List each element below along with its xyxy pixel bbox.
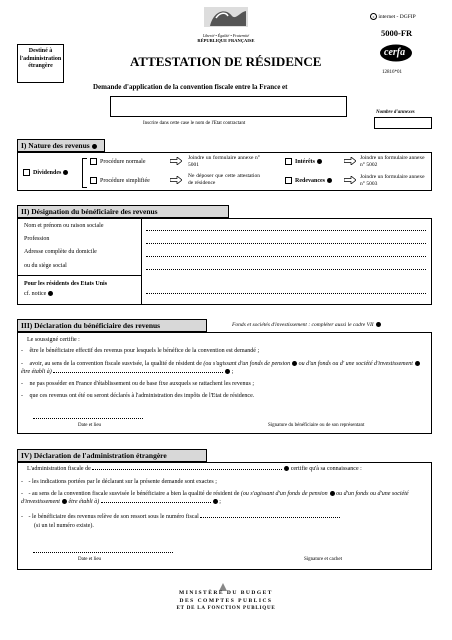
ministry-emblem-icon bbox=[218, 578, 228, 586]
bullet-icon bbox=[62, 499, 67, 504]
interets-option[interactable]: Intérêts bbox=[285, 158, 322, 166]
s4-date-lieu: Date et lieu bbox=[78, 557, 102, 562]
note-simplifiee: Ne déposer que cette attestation de résidence bbox=[188, 173, 260, 186]
destine-label: Destiné à l'administration étrangère bbox=[19, 48, 62, 69]
procedure-simplifiee-checkbox[interactable] bbox=[90, 177, 97, 184]
arrow-right-icon bbox=[344, 176, 356, 184]
interets-checkbox[interactable] bbox=[285, 158, 292, 165]
page-title: ATTESTATION DE RÉSIDENCE bbox=[130, 54, 322, 69]
s4-line1: - - les indications portées par le déclarant sur la présente demande sont exactes ; bbox=[21, 479, 217, 485]
arrow-right-icon bbox=[170, 176, 182, 184]
internet-tag: c internet - DGFIP bbox=[370, 13, 416, 21]
form-code: 5000-FR bbox=[381, 28, 413, 38]
ministry-line1: MINISTÈRE DU BUDGET bbox=[179, 590, 273, 596]
section2-divider bbox=[141, 218, 142, 305]
republic-motto: Liberté • Égalité • Fraternité bbox=[202, 33, 250, 38]
s3-line4: - que ces revenus ont été ou seront déclarés à l'administration des impôts de l'Etat de résidence. bbox=[21, 393, 255, 399]
administration-input[interactable] bbox=[92, 469, 282, 470]
dividendes-option[interactable]: Dividendes bbox=[23, 169, 68, 177]
arrow-right-icon bbox=[170, 157, 182, 165]
adresse-input[interactable] bbox=[146, 255, 426, 257]
s4-signature: Signature et cachet bbox=[304, 557, 343, 562]
bullet-icon bbox=[225, 369, 230, 374]
section3-note: Fonds et sociétés d'investissement : compléter aussi le cadre VII bbox=[232, 322, 381, 329]
state-input-field[interactable] bbox=[110, 96, 347, 117]
procedure-normale-option[interactable]: Procédure normale bbox=[90, 158, 145, 166]
cerfa-logo-text: cerfa bbox=[384, 47, 406, 58]
arrow-right-icon bbox=[344, 157, 356, 165]
bullet-icon bbox=[213, 499, 218, 504]
procedure-normale-checkbox[interactable] bbox=[90, 158, 97, 165]
label-profession: Profession bbox=[24, 236, 50, 242]
bullet-icon bbox=[376, 322, 381, 327]
bullet-icon bbox=[327, 178, 332, 183]
copyright-icon: c bbox=[370, 13, 377, 20]
annexes-input[interactable] bbox=[374, 117, 432, 129]
bullet-icon bbox=[292, 361, 297, 366]
marianne-icon bbox=[196, 6, 256, 28]
s3-line1: - être le bénéficiaire effectif des revenus pour lesquels le bénéfice de la convention est demandé ; bbox=[21, 348, 260, 354]
us-resident-input[interactable] bbox=[146, 292, 426, 294]
subtitle: Demande d'application de la convention fiscale entre la France et bbox=[93, 83, 288, 91]
residence-state-input[interactable] bbox=[53, 372, 223, 373]
bullet-icon bbox=[92, 144, 97, 149]
marianne-logo bbox=[196, 6, 256, 43]
state-field-hint: Inscrire dans cette case le nom de l'Etat contractant bbox=[143, 121, 246, 126]
note-interets: Joindre un formulaire annexe n° 5002 bbox=[360, 155, 425, 168]
tax-number-input[interactable] bbox=[200, 517, 340, 518]
bullet-icon bbox=[284, 466, 289, 471]
s3-line3: - ne pas posséder en France d'établissement ou de base fixe auxquels se rattachent les revenus ; bbox=[21, 381, 255, 387]
note-normale: Joindre un formulaire annexe n° 5001 bbox=[188, 155, 260, 168]
section4-title: IV) Déclaration de l'administration étrangère bbox=[17, 449, 207, 462]
s4-line3: - - le bénéficiaire des revenus relève de son ressort sous le numéro fiscal bbox=[21, 514, 426, 522]
bracket-icon bbox=[82, 158, 87, 188]
redevances-option[interactable]: Redevances bbox=[285, 177, 332, 185]
republic-name: RÉPUBLIQUE FRANÇAISE bbox=[197, 38, 255, 43]
cerfa-logo bbox=[379, 44, 413, 62]
profession-input[interactable] bbox=[146, 242, 426, 244]
s3-signature: Signature du bénéficiaire ou de son représentant bbox=[268, 423, 365, 428]
bullet-icon bbox=[63, 170, 68, 175]
label-nom: Nom et prénom ou raison sociale bbox=[24, 223, 104, 229]
label-adresse: Adresse complète du domicile bbox=[24, 249, 97, 255]
redevances-checkbox[interactable] bbox=[285, 177, 292, 184]
procedure-simplifiee-option[interactable]: Procédure simplifiée bbox=[90, 177, 150, 185]
bullet-icon bbox=[330, 491, 335, 496]
beneficiary-state-input[interactable] bbox=[101, 502, 211, 503]
section2-title: II) Désignation du bénéficiaire des revenus bbox=[17, 205, 229, 218]
section2-hline bbox=[17, 275, 142, 276]
s4-date-lieu-input[interactable] bbox=[33, 551, 173, 553]
s3-intro: Le soussigné certifie : bbox=[27, 337, 80, 343]
nom-input[interactable] bbox=[146, 229, 426, 231]
s4-line2: - - au sens de la convention fiscale susvisée le bénéficiaire a bien la qualité de résident de (ou s'agissant d'un fonds de pension ou d'un fonds ou d'une société d'investissement être établi à) ; bbox=[21, 491, 409, 505]
section3-title: III) Déclaration du bénéficiaire des revenus bbox=[17, 319, 207, 332]
label-cf-notice: cf. notice bbox=[24, 291, 53, 299]
s3-line2: - avoir, au sens de la convention fiscale susvisée, la qualité de résident de (ou s'agissant d'un fonds de pension ou d'un fonds ou d' une société d'investissement être établi à) ; bbox=[21, 361, 426, 376]
s3-date-lieu: Date et lieu bbox=[78, 423, 102, 428]
dividendes-checkbox[interactable] bbox=[23, 169, 30, 176]
s4-line3b: (si un tel numéro existe). bbox=[34, 523, 94, 529]
label-siege: ou du siège social bbox=[24, 263, 67, 269]
bullet-icon bbox=[317, 159, 322, 164]
section1-title: I) Nature des revenus bbox=[17, 139, 105, 152]
label-etats-unis: Pour les résidents des Etats Unis bbox=[24, 281, 108, 287]
annexes-label: Nombre d'annexes bbox=[376, 110, 415, 115]
note-redevances: Joindre un formulaire annexe n° 5003 bbox=[360, 174, 425, 187]
destine-box bbox=[17, 44, 64, 83]
ministry-line3: ET DE LA FONCTION PUBLIQUE bbox=[176, 606, 276, 611]
s3-date-lieu-input[interactable] bbox=[33, 417, 143, 419]
bullet-icon bbox=[48, 291, 53, 296]
cerfa-number: 12816*01 bbox=[382, 70, 402, 75]
s4-intro: L'administration fiscale de certifie qu'à sa connaissance : bbox=[27, 466, 362, 472]
bullet-icon bbox=[415, 361, 420, 366]
ministry-line2: DES COMPTES PUBLICS bbox=[179, 598, 273, 604]
siege-input[interactable] bbox=[146, 268, 426, 270]
